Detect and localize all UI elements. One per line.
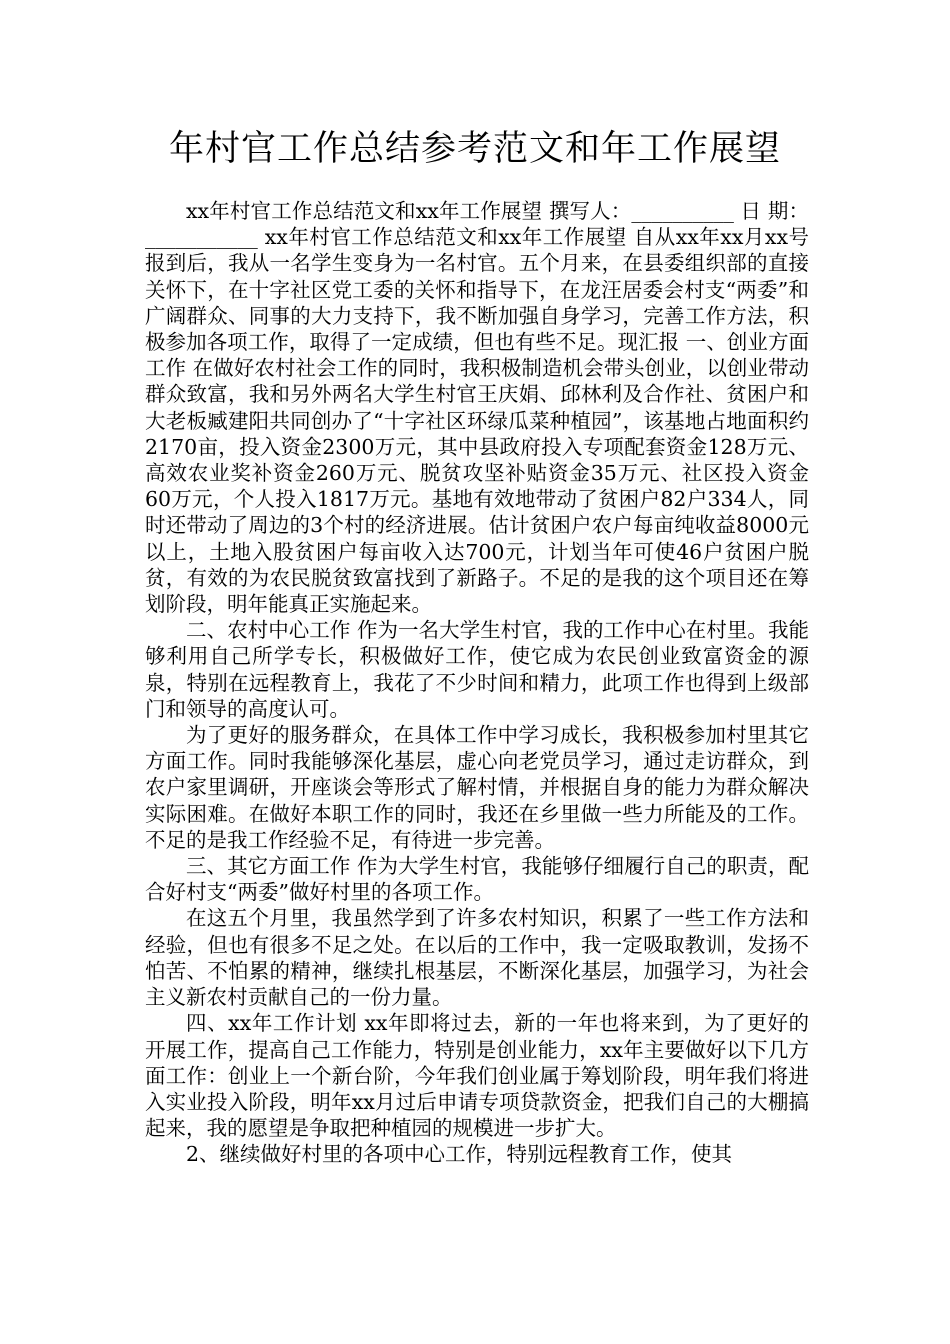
paragraph: 2、继续做好村里的各项中心工作，特别远程教育工作，使其	[186, 1142, 733, 1167]
paragraph: 三、其它方面工作 作为大学生村官，我能够仔细履行自己的职责，配合好村支“两委”做好村里的各项工作。	[145, 854, 809, 905]
document-title: 年村官工作总结参考范文和年工作展望	[168, 129, 781, 169]
paragraph: 为了更好的服务群众，在具体工作中学习成长，我积极参加村里其它方面工作。同时我能够深化基层，虚心向老党员学习，通过走访群众，到农户家里调研，开座谈会等形式了解村情，并根据自身的能力为群众解决实际困难。在做好本职工作的同时，我还在乡里做一些力所能及的工作。不足的是我工作经验不足，有待进一步完善。	[145, 723, 809, 852]
paragraph: 四、xx年工作计划 xx年即将过去，新的一年也将来到，为了更好的开展工作，提高自己工作能力，特别是创业能力，xx年主要做好以下几方面工作：创业上一个新台阶，今年我们创业属于筹划阶段，明年我们将进入实业投入阶段，明年xx月过后申请专项贷款资金，把我们自己的大棚搞起来，我的愿望是争取把种植园的规模进一步扩大。	[145, 1011, 809, 1141]
document-body	[145, 198, 809, 1168]
paragraph: 在这五个月里，我虽然学到了许多农村知识，积累了一些工作方法和经验，但也有很多不足之处。在以后的工作中，我一定吸取教训，发扬不怕苦、不怕累的精神，继续扎根基层，不断深化基层，加强学习，为社会主义新农村贡献自己的一份力量。	[145, 906, 809, 1010]
paragraph: xx年村官工作总结范文和xx年工作展望 撰写人：__________ 日 期：___________ xx年村官工作总结范文和xx年工作展望 自从xx年xx月xx号报到后，我从一名学生变身为一名村官。五个月来，在县委组织部的直接关怀下，在十字社区党工委的关怀和指导下，在龙汪居委会村支“两委”和广阔群众、同事的大力支持下，我不断加强自身学习，完善工作方法，积极参加各项工作，取得了一定成绩，但也有些不足。现汇报 一、创业方面工作 在做好农村社会工作的同时，我积极制造机会带头创业，以创业带动群众致富，我和另外两名大学生村官王庆娟、邱林利及合作社、贫困户和大老板臧建阳共同创办了“十字社区环绿瓜菜种植园”，该基地占地面积约2170亩，投入资金2300万元，其中县政府投入专项配套资金128万元、高效农业奖补资金260万元、脱贫攻坚补贴资金35万元、社区投入资金60万元，个人投入1817万元。基地有效地带动了贫困户82户334人，同时还带动了周边的3个村的经济进展。估计贫困户农户每亩纯收益8000元以上，土地入股贫困户每亩收入达700元，计划当年可使46户贫困户脱贫，有效的为农民脱贫致富找到了新路子。不足的是我的这个项目还在筹划阶段，明年能真正实施起来。	[145, 199, 809, 617]
paragraph: 二、农村中心工作 作为一名大学生村官，我的工作中心在村里。我能够利用自己所学专长，积极做好工作，使它成为农民创业致富资金的源泉，特别在远程教育上，我花了不少时间和精力，此项工作也得到上级部门和领导的高度认可。	[145, 618, 809, 721]
